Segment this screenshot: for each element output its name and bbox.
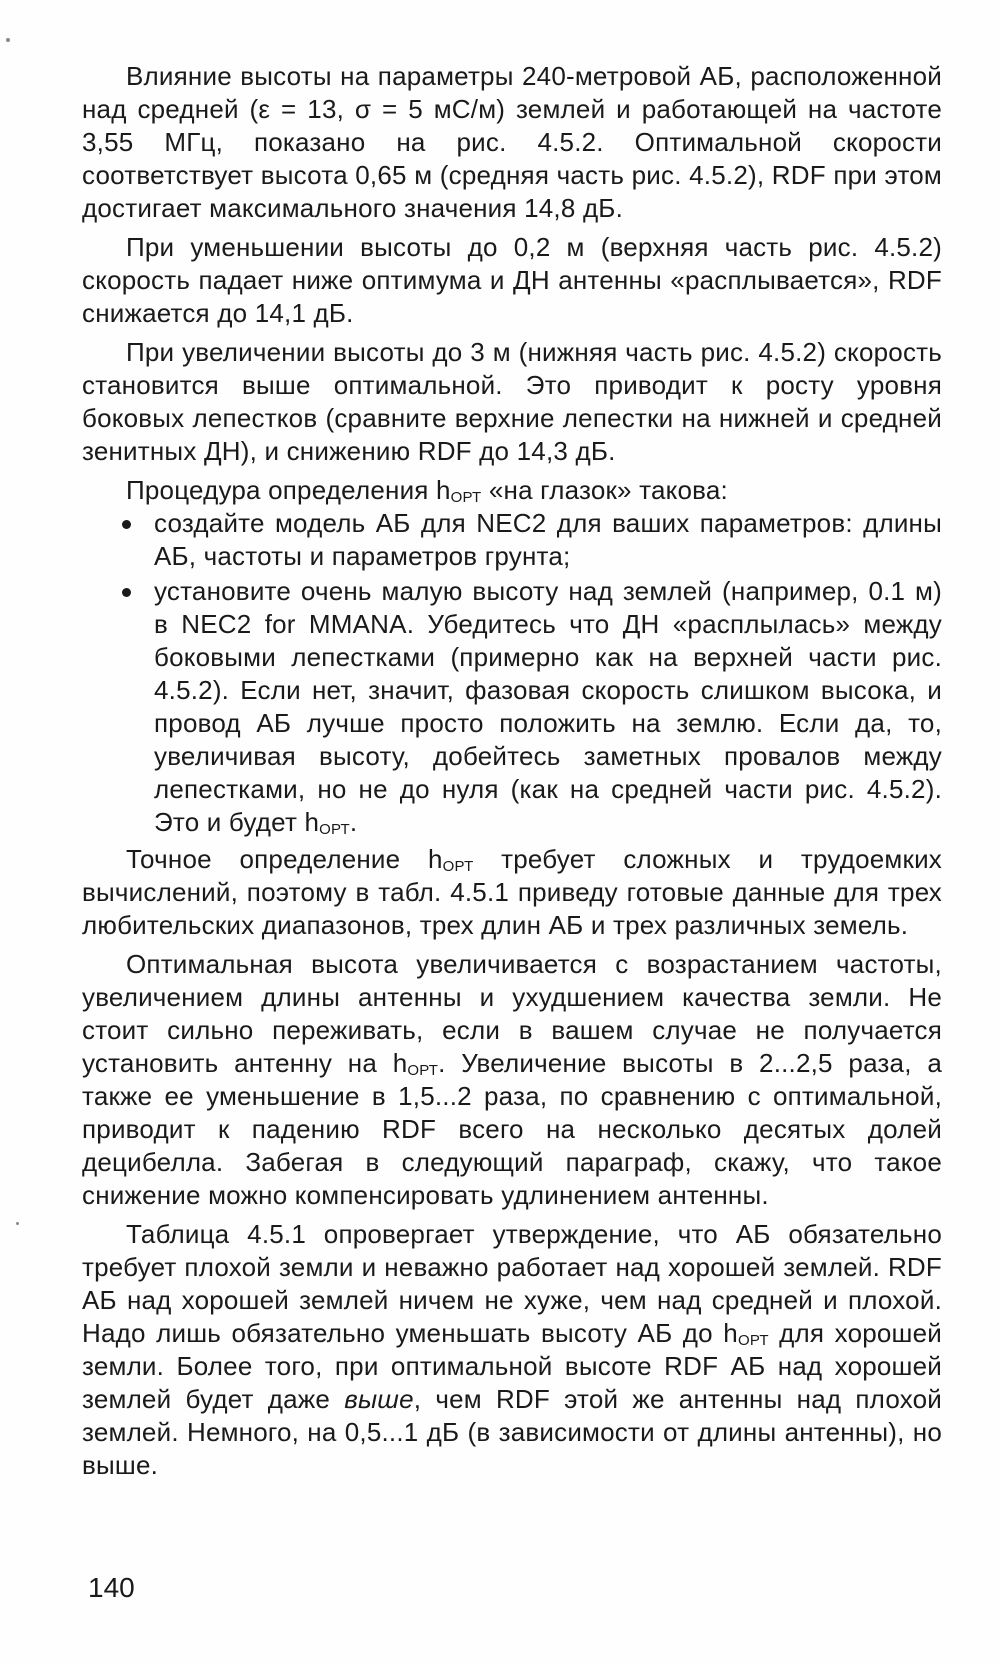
paragraph-table-conclusion: Таблица 4.5.1 опровергает утверждение, что АБ обязательно требует плохой земли и неважно работает над хорошей землей. RDF АБ над хорошей землей ничем не хуже, чем над средней и плохой. Надо лишь обязательно уменьшать высоту АБ до $h_{ОРТ}$ для хорошей земли. Более того, при оптимальной высоте RDF АБ над хорошей землей будет даже выше, чем RDF этой же антенны над плохой землей. Немного, на 0,5...1 дБ (в зависимости от длины антенны), но выше. xyxy=(82,1219,942,1480)
h-opt-subscript: ОРТ xyxy=(407,1062,439,1079)
paragraph-procedure-intro: Процедура определения $h_{ОРТ}$ «на глазок» такова: xyxy=(126,475,728,506)
bullet-icon xyxy=(122,520,131,529)
paragraph-exact-determination: Точное определение $h_{ОРТ}$ требует сложных и трудоемких вычислений, поэтому в табл. 4.5.1 приведу готовые данные для трех любительских диапазонов, трех длин АБ и трех различных земель. xyxy=(82,844,942,940)
paragraph-height-increase: При увеличении высоты до 3 м (нижняя часть рис. 4.5.2) скорость становится выше оптимальной. Это приводит к росту уровня боковых лепестков (сравните верхние лепестки на нижней и средней зенитных ДН), и снижению RDF до 14,3 дБ. xyxy=(82,337,942,466)
scan-speck xyxy=(16,1222,19,1225)
bullet-icon xyxy=(122,588,131,597)
page-number: 140 xyxy=(88,1572,135,1603)
scan-speck xyxy=(6,38,10,42)
h-opt-subscript: ОРТ xyxy=(737,1332,769,1349)
paragraph-height-decrease: При уменьшении высоты до 0,2 м (верхняя часть рис. 4.5.2) скорость падает ниже оптимума и ДН антенны «расплывается», RDF снижается до 14,1 дБ. xyxy=(82,232,942,328)
procedure-list xyxy=(82,507,942,839)
h-opt-subscript: ОРТ xyxy=(450,489,482,506)
h-opt-subscript: ОРТ xyxy=(442,858,474,875)
paragraph-height-influence: Влияние высоты на параметры 240-метровой АБ, расположенной над средней (ε = 13, σ = 5 мС/м) землей и работающей на частоте 3,55 МГц, показано на рис. 4.5.2. Оптимальной скорости соответствует высота 0,65 м (средняя часть рис. 4.5.2), RDF при этом достигает максимального значения 14,8 дБ. xyxy=(82,61,942,223)
h-opt-subscript: ОРТ xyxy=(319,821,350,838)
list-item: создайте модель АБ для NEC2 для ваших параметров: длины АБ, частоты и параметров грунта; xyxy=(82,507,942,573)
list-item: установите очень малую высоту над землей (например, 0.1 м) в NEC2 for MMANA. Убедитесь что ДН «расплылась» между боковыми лепестками (примерно как на верхней части рис. 4.5.2). Если нет, значит, фазовая скорость слишком высока, и провод АБ лучше просто положить на землю. Если да, то, увеличивая высоту, добейтесь заметных провалов между лепестками, но не до нуля (как на средней части рис. 4.5.2). Это и будет $h_{ОРТ}$. xyxy=(82,575,942,839)
page-body xyxy=(82,60,942,1488)
paragraph-optimal-height: Оптимальная высота увеличивается с возрастанием частоты, увеличением длины антенны и ухудшением качества земли. Не стоит сильно переживать, если в вашем случае не получается установить антенну на $h_{ОРТ}$. Увеличение высоты в 2...2,5 раза, а также ее уменьшение в 1,5...2 раза, по сравнению с оптимальной, приводит к падению RDF всего на несколько десятых долей децибелла. Забегая в следующий параграф, скажу, что такое снижение можно компенсировать удлинением антенны. xyxy=(82,949,942,1210)
